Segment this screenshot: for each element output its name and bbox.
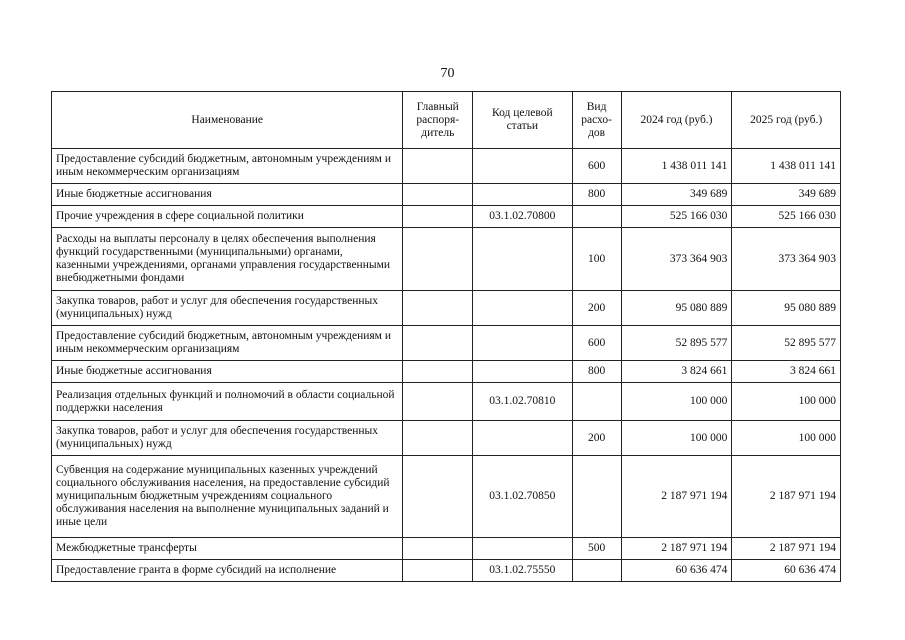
page-number: 70 [440,66,455,81]
row-name: Закупка товаров, работ и услуг для обеспечения государственных (муниципальных) нужд [52,291,403,326]
row-amount-2024: 2 187 971 194 [621,538,732,560]
row-expense-type: 600 [572,149,621,184]
row-amount-2025: 349 689 [732,184,841,206]
row-amount-2025: 60 636 474 [732,560,841,582]
row-main-manager [403,383,473,421]
row-target-code [473,326,572,361]
header-main-manager: Главный распоря-дитель [403,92,473,149]
row-amount-2025: 525 166 030 [732,206,841,228]
row-amount-2024: 1 438 011 141 [621,149,732,184]
row-target-code [473,538,572,560]
header-target-code: Код целевой статьи [473,92,572,149]
row-main-manager [403,326,473,361]
budget-table [51,91,841,582]
row-main-manager [403,228,473,291]
table-row [52,361,841,383]
row-target-code: 03.1.02.70810 [473,383,572,421]
row-main-manager [403,291,473,326]
row-amount-2024: 100 000 [621,383,732,421]
row-name: Прочие учреждения в сфере социальной политики [52,206,403,228]
table-row [52,383,841,421]
row-target-code: 03.1.02.75550 [473,560,572,582]
row-main-manager [403,149,473,184]
row-expense-type: 200 [572,421,621,456]
row-expense-type: 800 [572,184,621,206]
table-row [52,421,841,456]
row-target-code: 03.1.02.70800 [473,206,572,228]
row-expense-type: 200 [572,291,621,326]
row-name: Реализация отдельных функций и полномочий в области социальной поддержки населения [52,383,403,421]
row-expense-type [572,206,621,228]
table-row [52,184,841,206]
table-body [52,149,841,582]
row-amount-2025: 373 364 903 [732,228,841,291]
row-main-manager [403,560,473,582]
row-amount-2025: 100 000 [732,421,841,456]
row-target-code [473,149,572,184]
row-amount-2025: 2 187 971 194 [732,456,841,538]
row-main-manager [403,206,473,228]
row-amount-2024: 60 636 474 [621,560,732,582]
row-main-manager [403,456,473,538]
row-amount-2024: 95 080 889 [621,291,732,326]
row-main-manager [403,538,473,560]
row-expense-type [572,456,621,538]
row-expense-type: 500 [572,538,621,560]
row-name: Предоставление субсидий бюджетным, автономным учреждениям и иным некоммерческим организациям [52,326,403,361]
row-amount-2024: 373 364 903 [621,228,732,291]
row-amount-2025: 3 824 661 [732,361,841,383]
table-row [52,326,841,361]
row-target-code [473,361,572,383]
row-amount-2025: 95 080 889 [732,291,841,326]
row-target-code [473,421,572,456]
row-name: Иные бюджетные ассигнования [52,184,403,206]
row-main-manager [403,421,473,456]
table-row [52,560,841,582]
row-expense-type: 800 [572,361,621,383]
row-name: Предоставление гранта в форме субсидий на исполнение [52,560,403,582]
header-expense-type: Вид расхо-дов [572,92,621,149]
row-target-code: 03.1.02.70850 [473,456,572,538]
row-expense-type: 100 [572,228,621,291]
row-expense-type: 600 [572,326,621,361]
header-year-2025: 2025 год (руб.) [732,92,841,149]
row-amount-2024: 2 187 971 194 [621,456,732,538]
row-amount-2025: 100 000 [732,383,841,421]
table-row [52,538,841,560]
table-row [52,291,841,326]
row-name: Субвенция на содержание муниципальных казенных учреждений социального обслуживания населения, на предоставление субсидий муниципальным бюджетным учреждениям социального обслуживания населения на выполнение муниципальных заданий и иные цели [52,456,403,538]
row-amount-2024: 349 689 [621,184,732,206]
row-amount-2024: 52 895 577 [621,326,732,361]
row-name: Предоставление субсидий бюджетным, автономным учреждениям и иным некоммерческим организациям [52,149,403,184]
header-name: Наименование [52,92,403,149]
row-name: Закупка товаров, работ и услуг для обеспечения государственных (муниципальных) нужд [52,421,403,456]
table-row [52,149,841,184]
row-main-manager [403,361,473,383]
row-target-code [473,228,572,291]
row-name: Расходы на выплаты персоналу в целях обеспечения выполнения функций государственными (муниципальными) органами, казенными учреждениями, органами управления государственными внебюджетными фондами [52,228,403,291]
row-name: Иные бюджетные ассигнования [52,361,403,383]
row-amount-2024: 100 000 [621,421,732,456]
row-amount-2025: 1 438 011 141 [732,149,841,184]
table-row [52,456,841,538]
row-amount-2024: 3 824 661 [621,361,732,383]
table-row [52,228,841,291]
row-expense-type [572,560,621,582]
row-name: Межбюджетные трансферты [52,538,403,560]
row-expense-type [572,383,621,421]
row-amount-2025: 2 187 971 194 [732,538,841,560]
row-target-code [473,184,572,206]
table-row [52,206,841,228]
row-target-code [473,291,572,326]
table-header-row [52,92,841,149]
header-year-2024: 2024 год (руб.) [621,92,732,149]
row-main-manager [403,184,473,206]
row-amount-2025: 52 895 577 [732,326,841,361]
row-amount-2024: 525 166 030 [621,206,732,228]
